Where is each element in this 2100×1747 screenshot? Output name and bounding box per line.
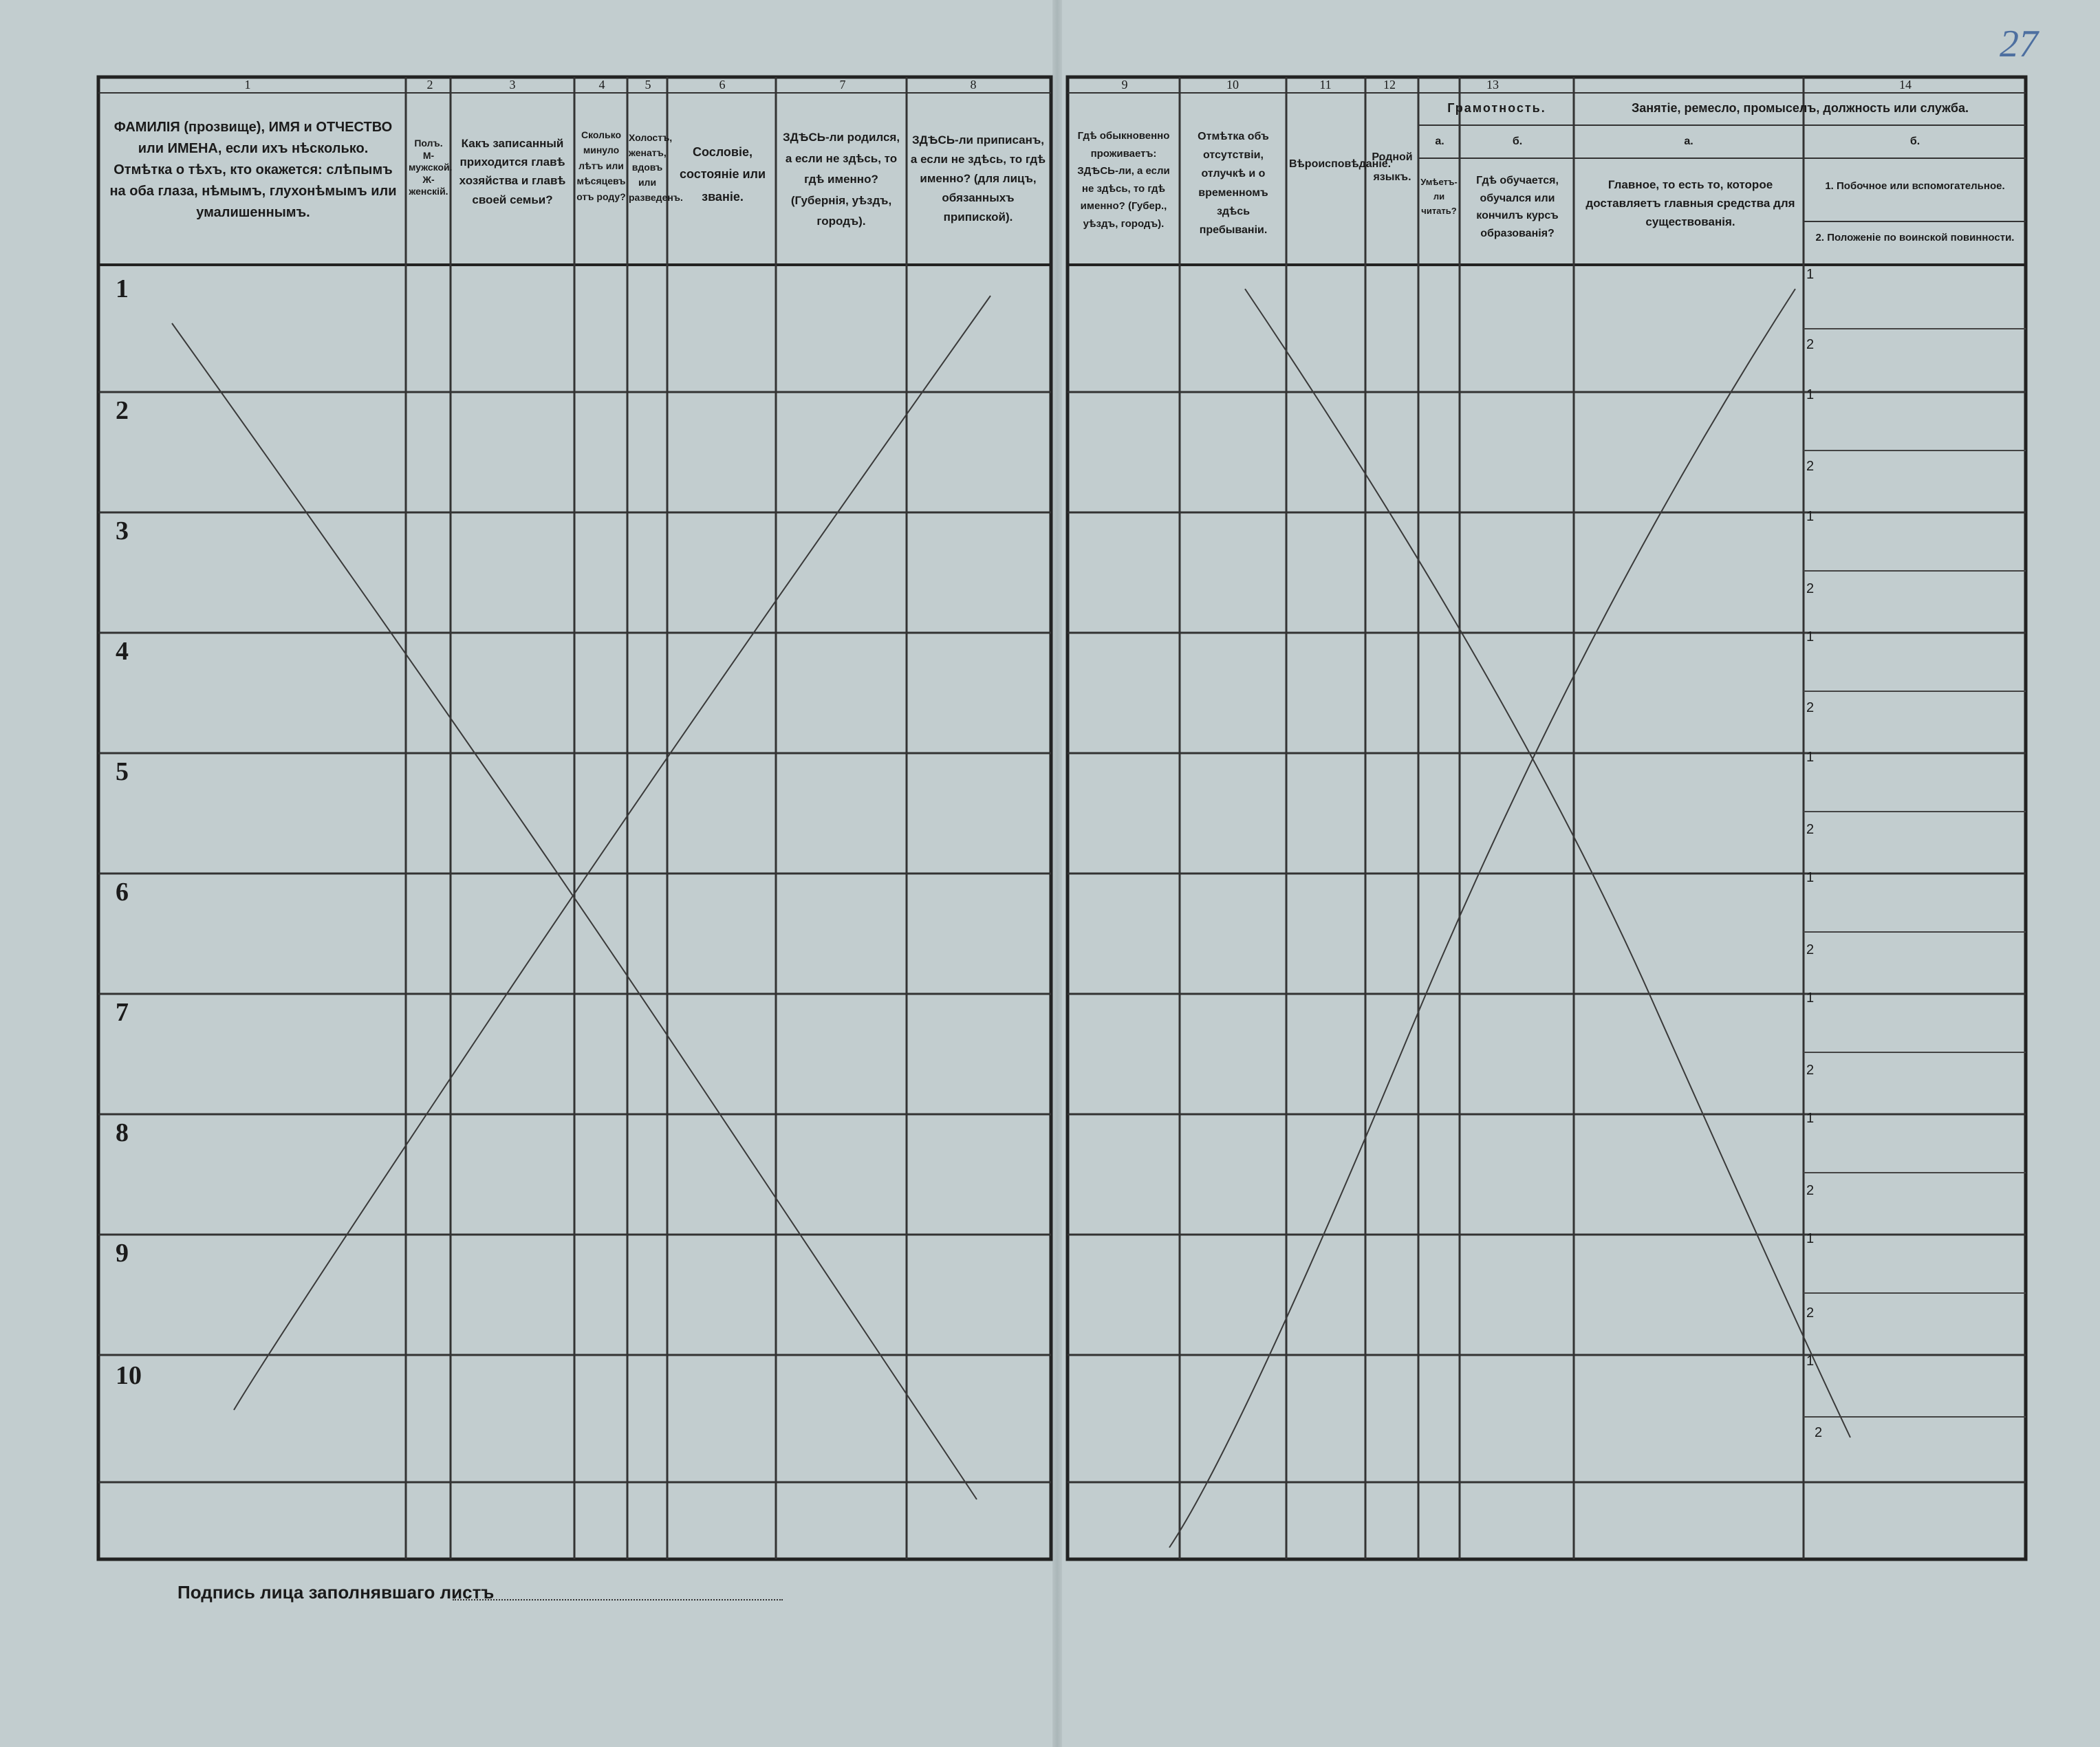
sub-row-2: 2: [1806, 337, 1815, 352]
row-number: 4: [116, 637, 129, 666]
col-number: 4: [598, 78, 605, 91]
sub-row-1: 1: [1806, 267, 1815, 282]
sub-row-1: 1: [1806, 629, 1815, 644]
header-col-14b-letter: б.: [1909, 135, 1920, 147]
header-col-2: Полъ. М-мужской. Ж-женскій.: [409, 138, 453, 197]
header-col-10: Отмѣтка объ отсутствіи, отлучкѣ и о временномъ здѣсь пребываніи.: [1198, 131, 1269, 236]
sub-row-1: 1: [1806, 750, 1815, 765]
sub-row-2: 2: [1806, 1305, 1815, 1321]
header-col-13a: Умѣетъ-ли читать?: [1420, 177, 1458, 216]
col-number: 14: [1899, 78, 1912, 91]
header-col-13b-letter: б.: [1512, 135, 1523, 147]
row-number: 9: [116, 1239, 129, 1268]
cancel-stroke-right-2: [1169, 289, 1795, 1548]
sub-row-1: 1: [1806, 1111, 1815, 1126]
header-col-5: Холостъ, женатъ, вдовъ или разведенъ.: [629, 132, 683, 203]
col-number: 12: [1383, 78, 1396, 91]
cancel-stroke-right-1: [1245, 289, 1850, 1437]
header-col-13: Грамотность.: [1447, 101, 1546, 115]
archive-page-number: 27: [2000, 23, 2038, 65]
sub-row-1: 1: [1806, 870, 1815, 885]
signature-label: Подпись лица заполнявшаго листъ: [177, 1582, 495, 1603]
sub-row-2: 2: [1806, 942, 1815, 957]
header-col-14: Занятіе, ремесло, промыселъ, должность или служба.: [1631, 101, 1969, 115]
sub-row-1: 1: [1806, 509, 1815, 524]
sub-row-1: 1: [1806, 1231, 1815, 1246]
header-col-1: ФАМИЛІЯ (прозвище), ИМЯ и ОТЧЕСТВО или ИМЕНА, если ихъ нѣсколько. Отмѣтка о тѣхъ, кто окажется: слѣпымъ на оба глаза, нѣмымъ, глухонѣмымъ или умалишеннымъ.: [109, 120, 397, 220]
header-col-14a-letter: а.: [1684, 135, 1693, 147]
row-number: 1: [116, 274, 129, 303]
header-col-14b-1: 1. Побочное или вспомогательное.: [1825, 180, 2005, 192]
col-number: 9: [1121, 78, 1128, 91]
col-number: 10: [1226, 78, 1239, 91]
row-number: 10: [116, 1361, 142, 1390]
col-number: 6: [719, 78, 726, 91]
row-number: 5: [116, 757, 129, 786]
row-number: 7: [116, 998, 129, 1027]
signature-line[interactable]: [453, 1599, 783, 1600]
row-number: 3: [116, 517, 129, 545]
header-col-13b: Гдѣ обучается, обучался или кончилъ курсъ образованія?: [1476, 175, 1559, 239]
header-col-11: Вѣроисповѣданіе.: [1289, 158, 1392, 170]
col-number: 7: [839, 78, 846, 91]
col-number: 3: [509, 78, 516, 91]
sub-row-1: 1: [1806, 1354, 1815, 1369]
sub-row-2: 2: [1806, 1183, 1815, 1198]
sub-row-1: 1: [1806, 990, 1815, 1006]
row-number: 8: [116, 1118, 129, 1147]
header-col-8: ЗДѢСЬ-ли приписанъ, а если не здѣсь, то гдѣ именно? (для лицъ, обязанныхъ припиской).: [910, 133, 1046, 224]
sub-row-2: 2: [1806, 822, 1815, 837]
header-col-4: Сколько минуло лѣтъ или мѣсяцевъ отъ роду?: [576, 129, 626, 202]
sub-row-1: 1: [1806, 387, 1815, 402]
col-number: 8: [970, 78, 977, 91]
col-number: 13: [1486, 78, 1499, 91]
header-col-14b-2: 2. Положеніе по воинской повинности.: [1815, 232, 2015, 243]
header-col-6: Сословіе, состояніе или званіе.: [679, 145, 766, 204]
header-col-14a: Главное, то есть то, которое доставляетъ главныя средства для существованія.: [1585, 178, 1795, 229]
sub-row-2: 2: [1806, 459, 1815, 474]
sub-row-2: 2: [1806, 700, 1815, 715]
sub-row-2: 2: [1806, 1063, 1815, 1078]
sub-row-2: 2: [1815, 1425, 1823, 1440]
header-col-13a-letter: а.: [1435, 135, 1444, 147]
header-col-7: ЗДѢСЬ-ли родился, а если не здѣсь, то гдѣ именно? (Губернія, уѣздъ, городъ).: [782, 131, 900, 228]
col-number: 1: [244, 78, 251, 91]
col-number: 2: [426, 78, 433, 91]
row-number: 6: [116, 878, 129, 907]
col-number: 5: [645, 78, 651, 91]
row-number: 2: [116, 396, 129, 425]
header-col-12: Родной языкъ.: [1372, 151, 1413, 183]
header-col-9: Гдѣ обыкновенно проживаетъ: ЗДѢСЬ-ли, а если не здѣсь, то гдѣ именно? (Губер., уѣздъ, городъ).: [1077, 130, 1170, 230]
right-page-frame: [1068, 77, 2026, 1559]
sub-row-2: 2: [1806, 581, 1815, 596]
header-col-3: Какъ записанный приходится главѣ хозяйства и главѣ своей семьи?: [459, 137, 566, 206]
col-number: 11: [1319, 78, 1332, 91]
cancel-stroke-left-2: [234, 296, 991, 1410]
